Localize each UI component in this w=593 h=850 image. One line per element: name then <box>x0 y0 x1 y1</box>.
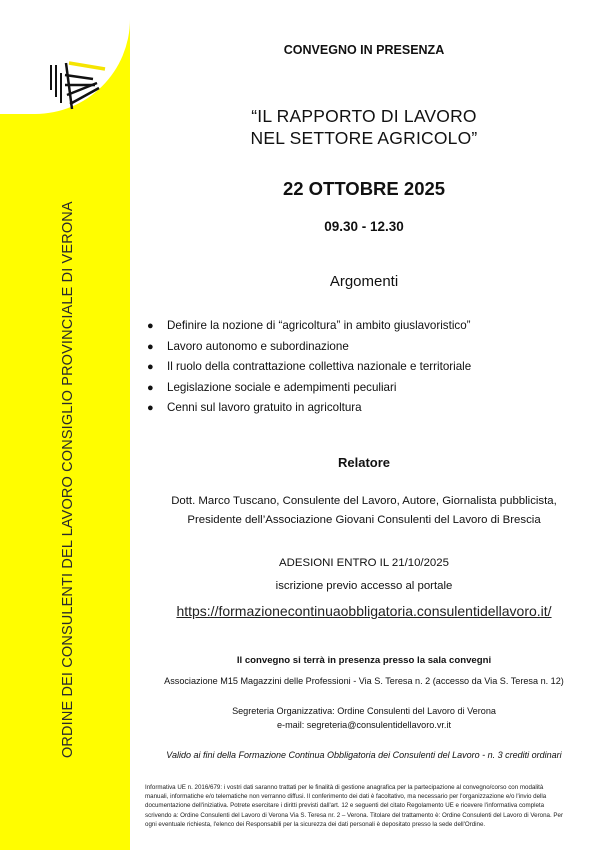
registration-note: iscrizione previo accesso al portale <box>275 580 453 592</box>
speaker-line-2: Presidente dell’Associazione Giovani Consulenti del Lavoro di Brescia <box>187 514 541 526</box>
venue-line-2: Associazione M15 Magazzini delle Professioni - Via S. Teresa n. 2 (accesso da Via S. Teresa n. 12) <box>164 676 564 686</box>
bullet-icon: ● <box>147 381 154 394</box>
title-line-2: NEL SETTORE AGRICOLO” <box>250 128 478 148</box>
registration-deadline: ADESIONI ENTRO IL 21/10/2025 <box>279 557 449 569</box>
privacy-line: documentazione dell'iniziativa. Potrete esercitare i diritti previsti dall'art. 12 e seguenti del citato Regolamento UE e ricevere l'informativa completa <box>145 802 545 810</box>
speaker-heading: Relatore <box>337 455 391 470</box>
event-time: 09.30 - 12.30 <box>324 219 404 234</box>
event-kicker: CONVEGNO IN PRESENZA <box>283 43 445 57</box>
registration-link[interactable]: https://formazionecontinuaobbligatoria.consulentidellavoro.it/ <box>176 603 552 619</box>
privacy-line: ogni eventuale richiesta, l'elenco dei Responsabili per la sicurezza dei dati personali è depositato presso la sede dell'Ordine. <box>145 820 486 828</box>
topics-list <box>147 316 587 419</box>
secretariat-email: e-mail: segreteria@consulentidellavoro.vr.it <box>276 720 451 730</box>
bullet-icon: ● <box>147 361 154 373</box>
event-date: 22 OTTOBRE 2025 <box>282 178 446 199</box>
title-line-1: “IL RAPPORTO DI LAVORO <box>251 106 477 126</box>
list-item: ● Cenni sul lavoro gratuito in agricoltura <box>147 398 587 419</box>
speaker-line-1: Dott. Marco Tuscano, Consulente del Lavoro, Autore, Giornalista pubblicista, <box>171 495 557 507</box>
bullet-icon: ● <box>147 402 154 414</box>
venue-line-1: Il convegno si terrà in presenza presso la sala convegni <box>236 655 492 666</box>
topics-heading: Argomenti <box>329 273 399 290</box>
list-item: ● Lavoro autonomo e subordinazione <box>147 337 587 358</box>
bullet-icon: ● <box>147 340 154 353</box>
validity-note: Valido ai fini della Formazione Continua Obbligatoria dei Consulenti del Lavoro - n. 3 crediti ordinari <box>166 750 562 760</box>
consulenti-lavoro-logo-icon <box>45 57 110 112</box>
list-item: ● Definire la nozione di “agricoltura” in ambito giuslavoristico” <box>147 316 587 337</box>
list-item: ● Il ruolo della contrattazione collettiva nazionale e territoriale <box>147 357 587 378</box>
secretariat-line: Segreteria Organizzativa: Ordine Consulenti del Lavoro di Verona <box>232 706 496 716</box>
privacy-notice <box>145 783 585 829</box>
sidebar-vertical-text: ORDINE DEI CONSULENTI DEL LAVORO CONSIGLIO PROVINCIALE DI VERONA <box>60 201 76 758</box>
privacy-line: Informativa UE n. 2016/679: i vostri dati saranno trattati per le finalità di gestione anagrafica per la partecipazione al convegno/corso con modalità <box>145 784 544 791</box>
list-item: ● Legislazione sociale e adempimenti peculiari <box>147 378 587 399</box>
bullet-icon: ● <box>147 320 154 332</box>
privacy-line: scrivendo a: Ordine Consulenti del Lavoro di Verona Via S. Teresa nr. 2 – Verona. Titolare del trattamento è: Ordine Consulenti del Lavoro di Verona. Per <box>145 811 564 819</box>
event-title <box>135 105 593 149</box>
privacy-line: manuali, informatiche e/o telematiche non verranno diffusi. Il conferimento dei dati è facoltativo, ma necessario per l'organizzazione e/o l'invio della <box>145 793 547 801</box>
